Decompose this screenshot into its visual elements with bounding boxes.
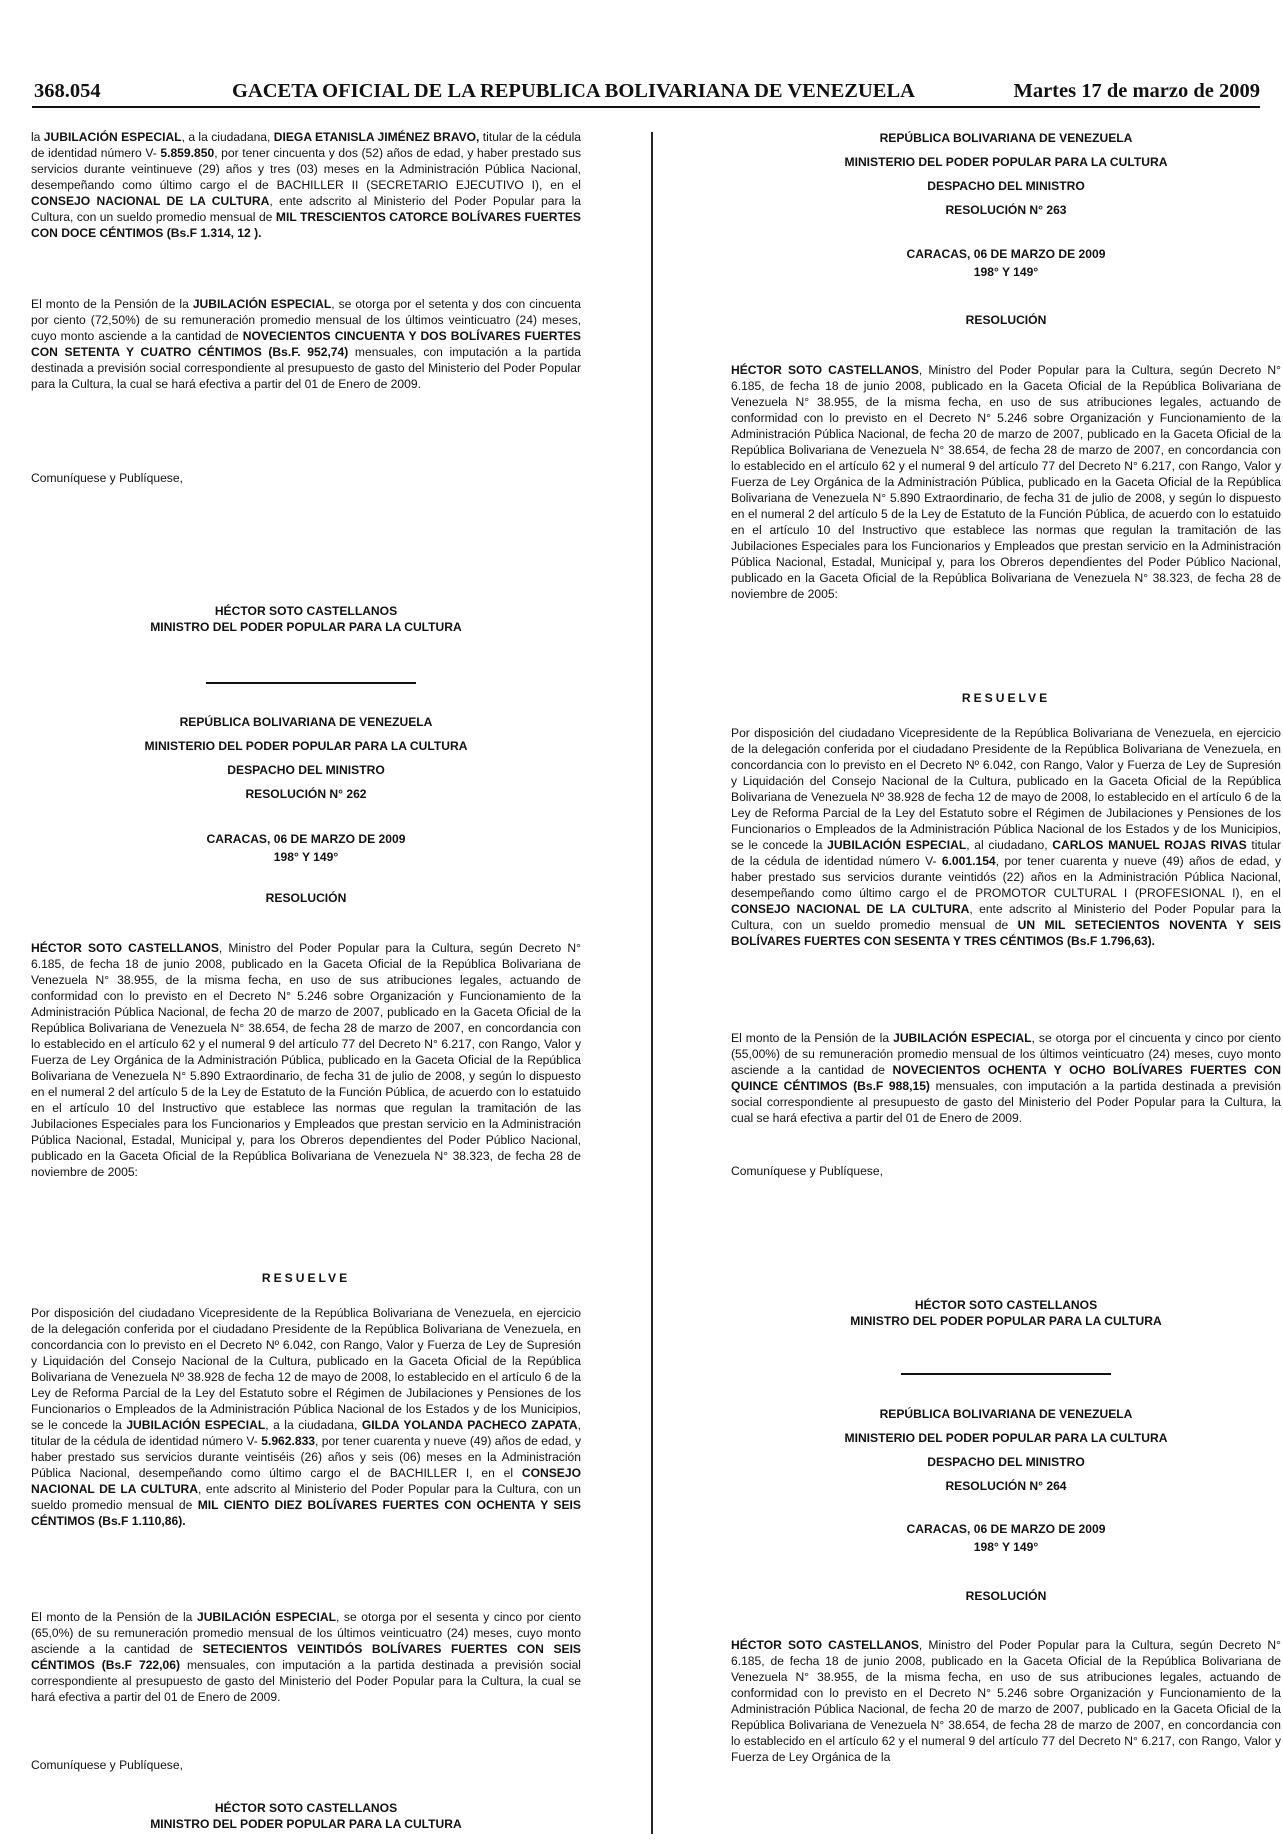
republic-line: REPÚBLICA BOLIVARIANA DE VENEZUELA — [179, 715, 433, 729]
ministry-line: MINISTERIO DEL PODER POPULAR PARA LA CULTURA — [844, 1431, 1168, 1445]
comuniquese-text: Comuníquese y Publíquese, — [31, 1758, 183, 1772]
republic-line: REPÚBLICA BOLIVARIANA DE VENEZUELA — [879, 131, 1133, 145]
resuelve-heading: RESUELVE — [961, 691, 1051, 705]
comuniquese-text: Comuníquese y Publíquese, — [31, 471, 183, 485]
signatory-name: HÉCTOR SOTO CASTELLANOS — [914, 1298, 1098, 1312]
section-separator — [206, 682, 416, 684]
gazette-header — [32, 76, 1260, 108]
signature-block — [731, 1297, 1281, 1329]
issue-date: Martes 17 de marzo de 2009 — [1013, 80, 1260, 102]
years: 198° Y 149° — [973, 1540, 1039, 1554]
resolution-number: RESOLUCIÓN N° 263 — [945, 203, 1067, 217]
resolution-263-amount: El monto de la Pensión de la JUBILACIÓN ESPECIAL, se otorga por el cincuenta y cinco por ciento (55,00%) de su remuneración promedio mensual de los últimos veinticuatro (24) meses, cuyo monto asciende a la cantidad de NOVECIENTOS OCHENTA Y OCHO BOLÍVARES FUERTES CON QUINCE CÉNTIMOS (Bs.F 988,15) mensuales, con imputación a la partida destinada a previsión social correspondiente al presupuesto de gasto del Ministerio del Poder Popular para la Cultura, la cual se hará efectiva a partir del 01 de Enero de 2009. — [731, 1031, 1282, 1125]
resolution-263-preamble: HÉCTOR SOTO CASTELLANOS, Ministro del Poder Popular para la Cultura, según Decreto N° 6.185, de fecha 18 de junio 2008, publicado en la Gaceta Oficial de la República Bolivariana de Venezuela N° 38.955, de la misma fecha, en uso de sus atribuciones legales, actuando de conformidad con lo previsto en el Decreto N° 5.246 sobre Organización y Funcionamiento de la Administración Pública Nacional, de fecha 20 de marzo de 2007, publicado en la Gaceta Oficial de la República Bolivariana de Venezuela N° 38.654, de fecha 28 de marzo de 2007, en concordancia con lo establecido en el artículo 62 y el numeral 9 del artículo 77 del Decreto N° 6.217, con Rango, Valor y Fuerza de Ley Orgánica de la Administración Pública, publicado en la Gaceta Oficial de la República Bolivariana de Venezuela N° 5.890 Extraordinario, de fecha 31 de julio de 2008, y según lo dispuesto en el numeral 2 del artículo 5 de la Ley de Estatuto de la Función Pública, de acuerdo con lo estatuido en el artículo 10 del Instructivo que establece las normas que regulan la tramitación de las Jubilaciones Especiales para los Funcionarios y Empleados que prestan servicio en la Administración Pública Nacional, Estadal, Municipal y, para los Obreros dependientes del Poder Público Nacional, publicado en la Gaceta Oficial de la República Bolivariana de Venezuela N° 38.323, de fecha 28 de noviembre de 2005: — [731, 363, 1281, 601]
place-date: CARACAS, 06 DE MARZO DE 2009 — [906, 1522, 1106, 1536]
resolution-264-preamble: HÉCTOR SOTO CASTELLANOS, Ministro del Poder Popular para la Cultura, según Decreto N° 6.185, de fecha 18 de junio 2008, publicado en la Gaceta Oficial de la República Bolivariana de Venezuela N° 38.955, de la misma fecha, en uso de sus atribuciones legales, actuando de conformidad con lo previsto en el Decreto N° 5.246 sobre Organización y Funcionamiento de la Administración Pública Nacional, de fecha 20 de marzo de 2007, publicado en la Gaceta Oficial de la República Bolivariana de Venezuela N° 38.654, de fecha 28 de marzo de 2007, en concordancia con lo establecido en el artículo 62 y el numeral 9 del artículo 77 del Decreto N° 6.217, con Rango, Valor y Fuerza de Ley Orgánica de la — [731, 1638, 1281, 1764]
place-date: CARACAS, 06 DE MARZO DE 2009 — [206, 832, 406, 846]
ministry-line: MINISTERIO DEL PODER POPULAR PARA LA CULTURA — [144, 739, 468, 753]
column-divider — [651, 132, 653, 1834]
ministry-line: MINISTERIO DEL PODER POPULAR PARA LA CULTURA — [844, 155, 1168, 169]
pension-amount-paragraph: El monto de la Pensión de la JUBILACIÓN ESPECIAL, se otorga por el setenta y dos con cincuenta por ciento (72,50%) de su remuneración promedio mensual de los últimos veinticuatro (24) meses, cuyo monto asciende a la cantidad de NOVECIENTOS CINCUENTA Y DOS BOLÍVARES FUERTES CON SETENTA Y CUATRO CÉNTIMOS (Bs.F. 952,74) mensuales, con imputación a la partida destinada a previsión social correspondiente al presupuesto de gasto del Ministerio del Poder Popular para la Cultura, la cual se hará efectiva a partir del 01 de Enero de 2009. — [31, 297, 582, 391]
resolution-number: RESOLUCIÓN N° 264 — [945, 1479, 1067, 1493]
signatory-name: HÉCTOR SOTO CASTELLANOS — [214, 1801, 398, 1815]
resolution-262-amount: El monto de la Pensión de la JUBILACIÓN ESPECIAL, se otorga por el sesenta y cinco por ciento (65,0%) de su remuneración promedio mensual de los últimos veinticuatro (24) meses, cuyo monto asciende a la cantidad de SETECIENTOS VEINTIDÓS BOLÍVARES FUERTES CON SEIS CÉNTIMOS (Bs.F 722,06) mensuales, con imputación a la partida destinada a previsión social correspondiente al presupuesto de gasto del Ministerio del Poder Popular para la Cultura, la cual se hará efectiva a partir del 01 de Enero de 2009. — [31, 1610, 582, 1704]
resolution-263-heading — [731, 126, 1281, 222]
signatory-title: MINISTRO DEL PODER POPULAR PARA LA CULTURA — [150, 620, 462, 634]
place-date: CARACAS, 06 DE MARZO DE 2009 — [906, 247, 1106, 261]
years: 198° Y 149° — [973, 265, 1039, 279]
resolution-264-heading — [731, 1402, 1281, 1498]
signatory-name: HÉCTOR SOTO CASTELLANOS — [214, 604, 398, 618]
office-line: DESPACHO DEL MINISTRO — [227, 763, 385, 777]
resolution-263-grant: Por disposición del ciudadano Vicepresidente de la República Bolivariana de Venezuela, en ejercicio de la delegación conferida por el ciudadano Presidente de la República Bolivariana de Venezuela, en concordancia con lo previsto en el Decreto Nº 6.042, con Rango, Valor y Fuerza de Ley de Supresión y Liquidación del Consejo Nacional de la Cultura, publicado en la Gaceta Oficial de la República Bolivariana de Venezuela Nº 38.928 de fecha 12 de mayo de 2008, lo establecido en el artículo 6 de la Ley de Reforma Parcial de la Ley del Estatuto sobre el Régimen de Jubilaciones y Pensiones de los Funcionarios o Empleados de la Administración Pública Nacional de los Estados y de los Municipios, se le concede la JUBILACIÓN ESPECIAL, al ciudadano, CARLOS MANUEL ROJAS RIVAS titular de la cédula de identidad número V- 6.001.154, por tener cuarenta y nueve (49) años de edad, y haber prestado sus servicios durante veintidós (22) años en la Administración Pública Nacional, desempeñando como último cargo el de PROMOTOR CULTURAL I (PROFESIONAL I), en el CONSEJO NACIONAL DE LA CULTURA, ente adscrito al Ministerio del Poder Popular para la Cultura, con un sueldo promedio mensual de UN MIL SETECIENTOS NOVENTA Y SEIS BOLÍVARES FUERTES CON SESENTA Y TRES CÉNTIMOS (Bs.F 1.796,63). — [731, 726, 1282, 948]
resolution-262-heading — [31, 710, 581, 806]
office-line: DESPACHO DEL MINISTRO — [927, 1455, 1085, 1469]
years: 198° Y 149° — [273, 850, 339, 864]
resuelve-heading: RESUELVE — [261, 1271, 351, 1285]
resolution-264-date — [731, 1520, 1281, 1556]
pension-grant-paragraph: la JUBILACIÓN ESPECIAL, a la ciudadana, DIEGA ETANISLA JIMÉNEZ BRAVO, titular de la cédula de identidad número V- 5.859.850, por tener cincuenta y dos (52) años de edad, y haber prestado sus servicios durante veintinueve (29) años y tres (03) meses en la Administración Pública Nacional, desempeñando como último cargo el de BACHILLER II (SECRETARIO EJECUTIVO I), en el CONSEJO NACIONAL DE LA CULTURA, ente adscrito al Ministerio del Poder Popular para la Cultura, con un sueldo promedio mensual de MIL TRESCIENTOS CATORCE BOLÍVARES FUERTES CON DOCE CÉNTIMOS (Bs.F 1.314, 12 ). — [31, 130, 582, 240]
signature-block — [31, 603, 581, 635]
resolution-262-grant: Por disposición del ciudadano Vicepresidente de la República Bolivariana de Venezuela, en ejercicio de la delegación conferida por el ciudadano Presidente de la República Bolivariana de Venezuela, en concordancia con lo previsto en el Decreto Nº 6.042, con Rango, Valor y Fuerza de Ley de Supresión y Liquidación del Consejo Nacional de la Cultura, publicado en la Gaceta Oficial de la República Bolivariana de Venezuela Nº 38.928 de fecha 12 de mayo de 2008, lo establecido en el artículo 6 de la Ley de Reforma Parcial de la Ley del Estatuto sobre el Régimen de Jubilaciones y Pensiones de los Funcionarios o Empleados de la Administración Pública Nacional de los Estados y de los Municipios, se le concede la JUBILACIÓN ESPECIAL, a la ciudadana, GILDA YOLANDA PACHECO ZAPATA, titular de la cédula de identidad número V- 5.962.833, por tener cuarenta y nueve (49) años de edad, y haber prestado sus servicios durante veintiséis (26) años y seis (06) meses en la Administración Pública Nacional, desempeñando como último cargo el de BACHILLER I, en el CONSEJO NACIONAL DE LA CULTURA, ente adscrito al Ministerio del Poder Popular para la Cultura, con un sueldo promedio mensual de MIL CIENTO DIEZ BOLÍVARES FUERTES CON OCHENTA Y SEIS CÉNTIMOS (Bs.F 1.110,86). — [31, 1306, 581, 1528]
gazette-title: GACETA OFICIAL DE LA REPUBLICA BOLIVARIANA DE VENEZUELA — [232, 80, 915, 102]
signature-block — [31, 1800, 581, 1832]
comuniquese-text: Comuníquese y Publíquese, — [731, 1164, 883, 1178]
resolution-262-date — [31, 830, 581, 866]
page-number: 368.054 — [34, 80, 101, 102]
resolution-262-preamble: HÉCTOR SOTO CASTELLANOS, Ministro del Poder Popular para la Cultura, según Decreto N° 6.185, de fecha 18 de junio 2008, publicado en la Gaceta Oficial de la República Bolivariana de Venezuela N° 38.955, de la misma fecha, en uso de sus atribuciones legales, actuando de conformidad con lo previsto en el Decreto N° 5.246 sobre Organización y Funcionamiento de la Administración Pública Nacional, de fecha 20 de marzo de 2007, publicado en la Gaceta Oficial de la República Bolivariana de Venezuela N° 38.654, de fecha 28 de marzo de 2007, en concordancia con lo establecido en el artículo 62 y el numeral 9 del artículo 77 del Decreto N° 6.217, con Rango, Valor y Fuerza de Ley Orgánica de la Administración Pública, publicado en la Gaceta Oficial de la República Bolivariana de Venezuela N° 5.890 Extraordinario, de fecha 31 de julio de 2008, y según lo dispuesto en el numeral 2 del artículo 5 de la Ley de Estatuto de la Función Pública, de acuerdo con lo estatuido en el artículo 10 del Instructivo que establece las normas que regulan la tramitación de las Jubilaciones Especiales para los Funcionarios y Empleados que prestan servicio en la Administración Pública Nacional, Estadal, Municipal y, para los Obreros dependientes del Poder Público Nacional, publicado en la Gaceta Oficial de la República Bolivariana de Venezuela N° 38.323, de fecha 28 de noviembre de 2005: — [31, 941, 581, 1179]
office-line: DESPACHO DEL MINISTRO — [927, 179, 1085, 193]
republic-line: REPÚBLICA BOLIVARIANA DE VENEZUELA — [879, 1407, 1133, 1421]
resolution-label: RESOLUCIÓN — [965, 313, 1047, 327]
resolution-label: RESOLUCIÓN — [965, 1589, 1047, 1603]
resolution-number: RESOLUCIÓN N° 262 — [245, 787, 367, 801]
resolution-label: RESOLUCIÓN — [265, 891, 347, 905]
resolution-263-date — [731, 245, 1281, 281]
section-separator — [901, 1373, 1111, 1375]
signatory-title: MINISTRO DEL PODER POPULAR PARA LA CULTURA — [150, 1817, 462, 1831]
signatory-title: MINISTRO DEL PODER POPULAR PARA LA CULTURA — [850, 1314, 1162, 1328]
